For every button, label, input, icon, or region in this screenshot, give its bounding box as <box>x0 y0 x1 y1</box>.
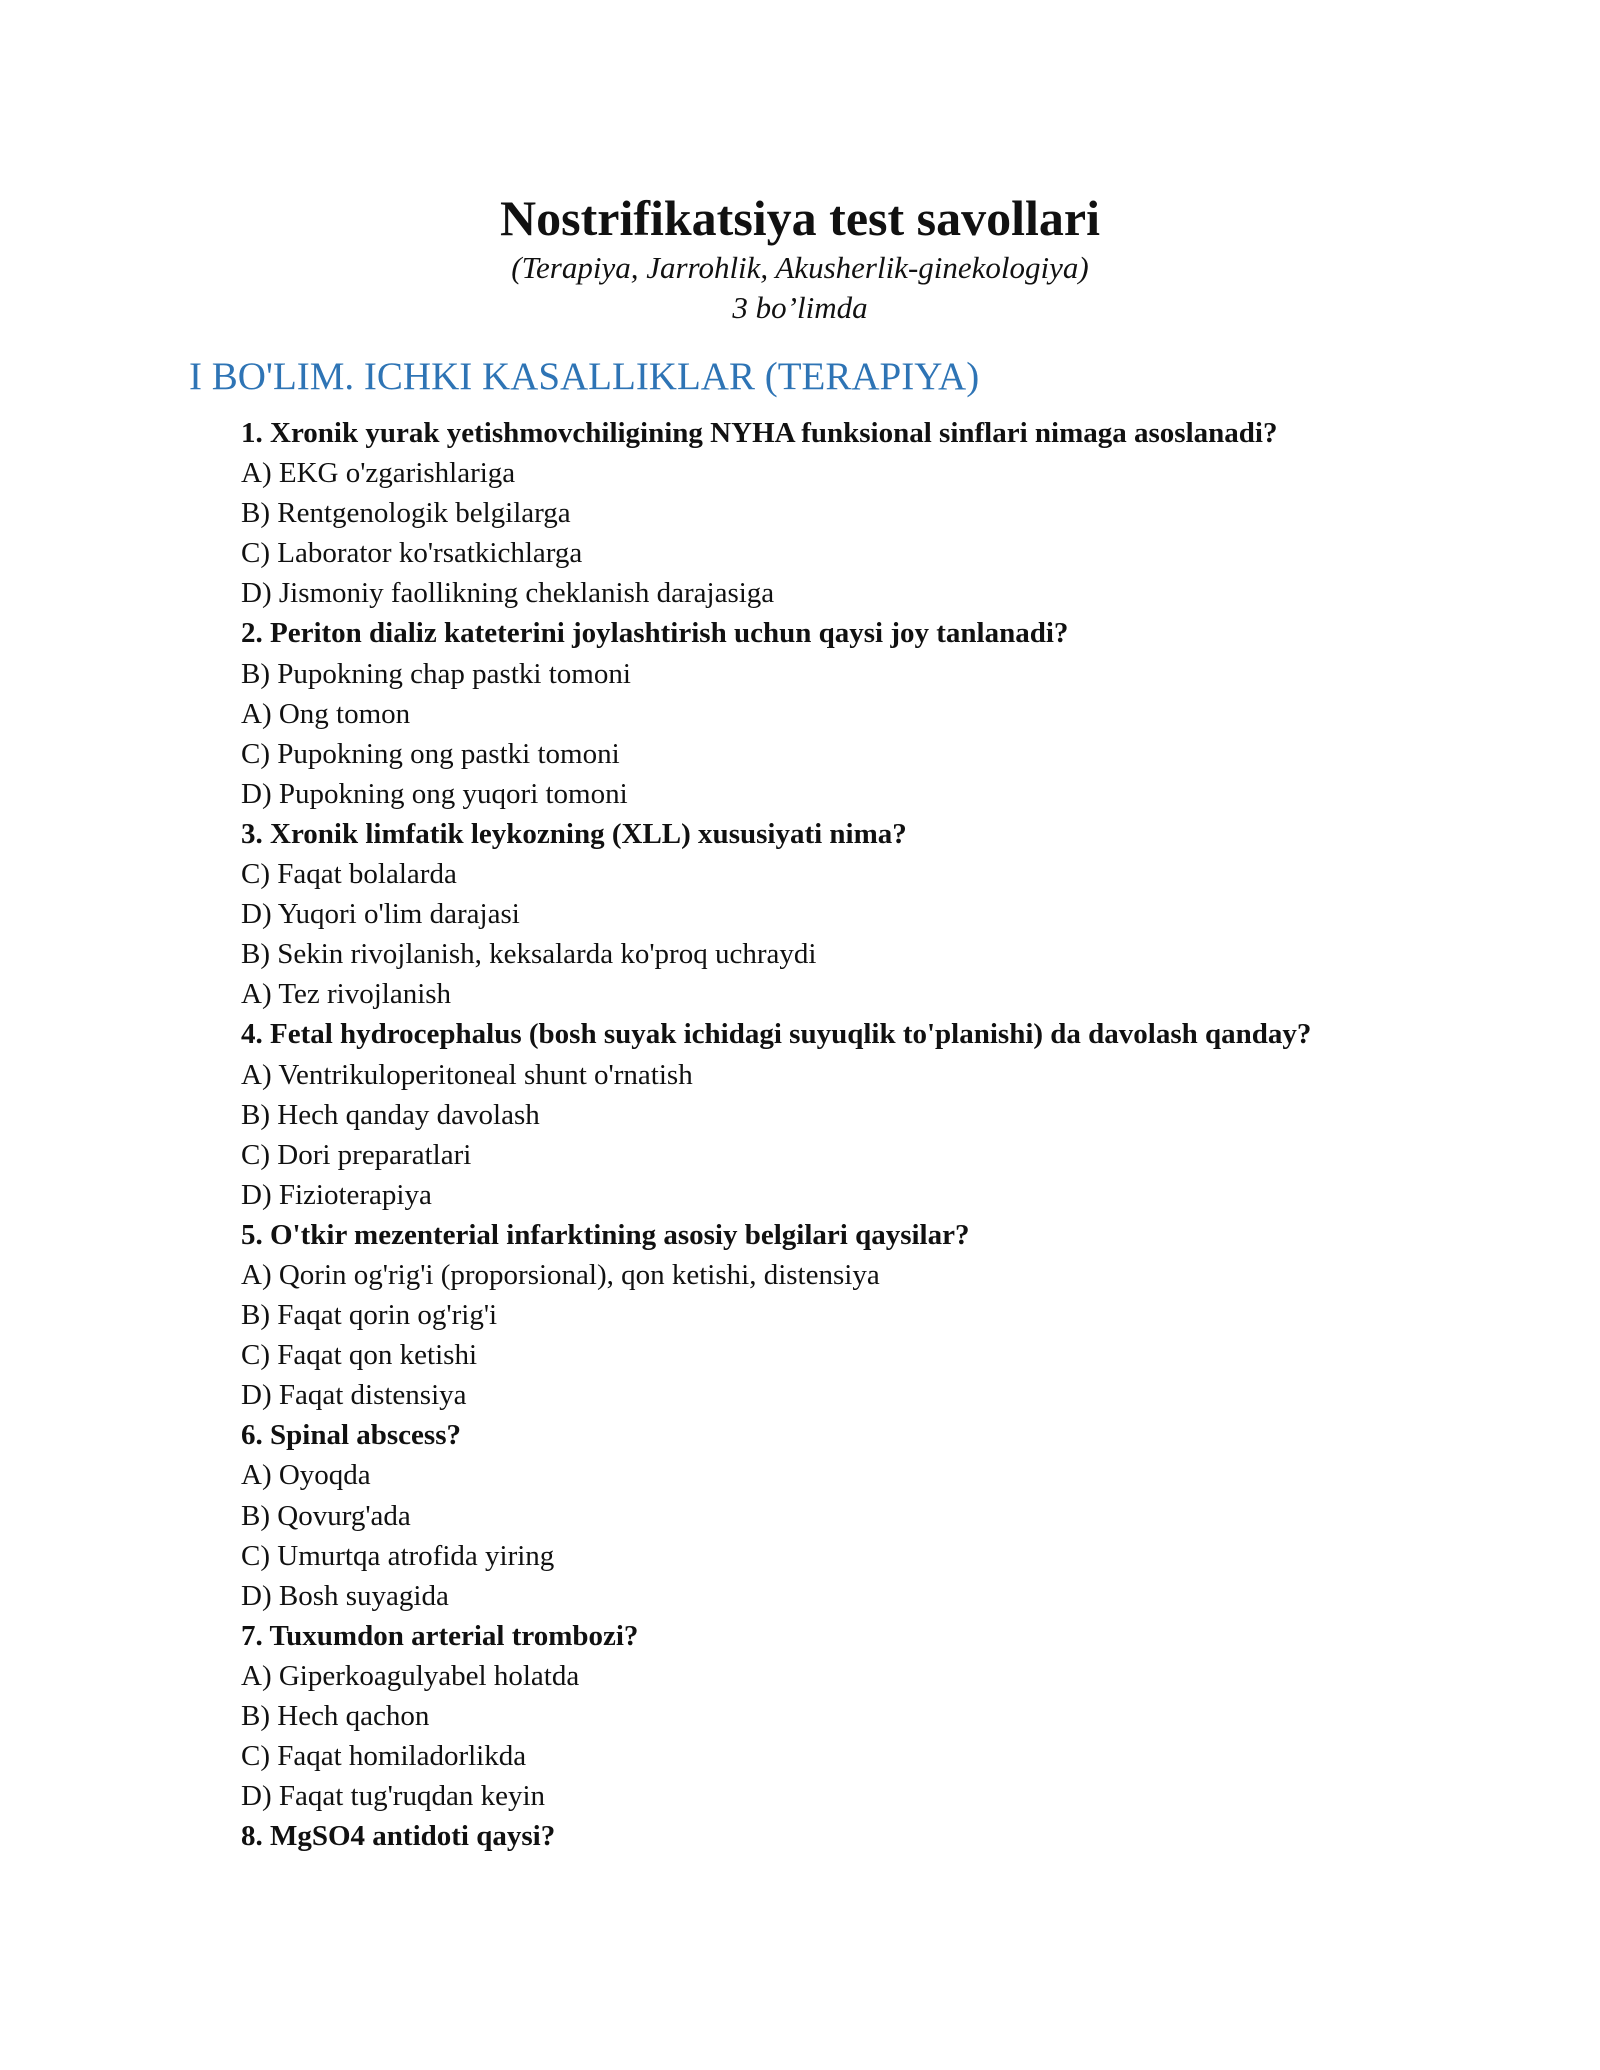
document-title: Nostrifikatsiya test savollari <box>500 190 1100 246</box>
document-parts-note: 3 bo’limda <box>732 290 868 325</box>
answer-option: A) Ventrikuloperitoneal shunt o'rnatish <box>241 1058 693 1091</box>
answer-option: C) Faqat qon ketishi <box>241 1339 478 1372</box>
answer-option: D) Faqat tug'ruqdan keyin <box>241 1780 546 1813</box>
question-list <box>241 413 1541 1856</box>
answer-option: C) Faqat homiladorlikda <box>241 1740 527 1773</box>
answer-option: C) Pupokning ong pastki tomoni <box>241 737 620 770</box>
answer-option: D) Pupokning ong yuqori tomoni <box>241 777 628 810</box>
answer-option: B) Rentgenologik belgilarga <box>241 497 571 530</box>
answer-option: C) Faqat bolalarda <box>241 858 457 891</box>
answer-option: A) Qorin og'rig'i (proporsional), qon ketishi, distensiya <box>241 1258 880 1291</box>
answer-option: C) Dori preparatlari <box>241 1138 472 1171</box>
question-text: 6. Spinal abscess? <box>241 1419 461 1452</box>
answer-option: B) Hech qachon <box>241 1700 430 1732</box>
answer-option: C) Umurtqa atrofida yiring <box>241 1539 555 1572</box>
answer-option: C) Laborator ko'rsatkichlarga <box>241 537 583 570</box>
answer-option: D) Bosh suyagida <box>241 1579 449 1612</box>
answer-option: A) Oyoqda <box>241 1459 371 1492</box>
answer-option: A) EKG o'zgarishlariga <box>241 457 516 490</box>
section-heading: I BO'LIM. ICHKI KASALLIKLAR (TERAPIYA) <box>189 355 980 398</box>
question-text: 7. Tuxumdon arterial trombozi? <box>241 1619 639 1652</box>
question-text: 2. Periton dializ kateterini joylashtirish uchun qaysi joy tanlanadi? <box>241 617 1069 650</box>
document-subtitle: (Terapiya, Jarrohlik, Akusherlik-ginekologiya) <box>511 250 1089 285</box>
question-text: 3. Xronik limfatik leykozning (XLL) xususiyati nima? <box>241 817 907 850</box>
answer-option: D) Fizioterapiya <box>241 1178 432 1211</box>
answer-option: D) Faqat distensiya <box>241 1379 467 1412</box>
answer-option: B) Hech qanday davolash <box>241 1098 540 1131</box>
question-text: 1. Xronik yurak yetishmovchiligining NYHA funksional sinflari nimaga asoslanadi? <box>241 417 1278 449</box>
answer-option: D) Jismoniy faollikning cheklanish darajasiga <box>241 577 775 610</box>
question-text: 5. O'tkir mezenterial infarktining asosiy belgilari qaysilar? <box>241 1218 970 1251</box>
answer-option: B) Pupokning chap pastki tomoni <box>241 657 631 690</box>
answer-option: A) Giperkoagulyabel holatda <box>241 1659 580 1692</box>
answer-option: A) Tez rivojlanish <box>241 978 452 1011</box>
answer-option: B) Sekin rivojlanish, keksalarda ko'proq uchraydi <box>241 938 817 971</box>
question-text: 8. MgSO4 antidoti qaysi? <box>241 1820 556 1853</box>
answer-option: B) Faqat qorin og'rig'i <box>241 1299 498 1332</box>
answer-option: D) Yuqori o'lim darajasi <box>241 898 520 931</box>
question-text: 4. Fetal hydrocephalus (bosh suyak ichidagi suyuqlik to'planishi) da davolash qanday? <box>241 1018 1312 1051</box>
answer-option: B) Qovurg'ada <box>241 1499 411 1532</box>
answer-option: A) Ong tomon <box>241 697 411 730</box>
